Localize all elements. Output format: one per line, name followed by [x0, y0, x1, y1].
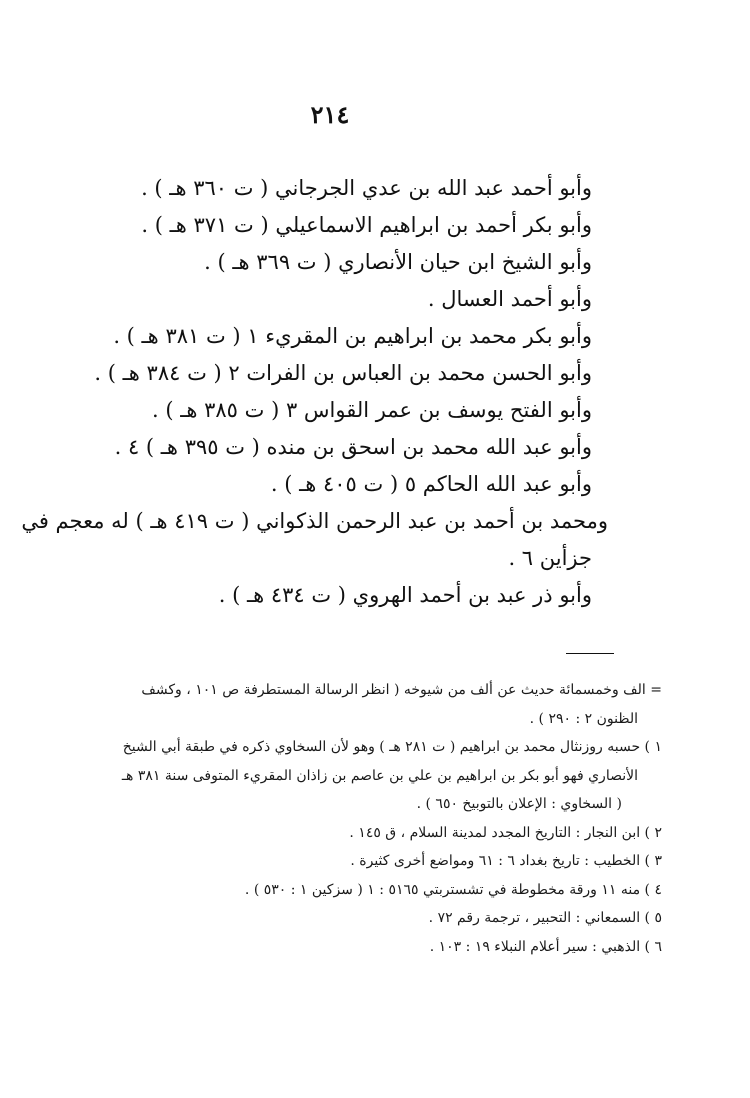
page-number: ٢١٤ [310, 100, 350, 129]
footnote-line-2: الظنون ٢ : ٢٩٠ ) . [529, 710, 638, 727]
main-line-9: وأبو عبد الله الحاكم ٥ ( ت ٤٠٥ هـ ) . [270, 472, 592, 496]
main-line-1: وأبو أحمد عبد الله بن عدي الجرجاني ( ت ٣٦٠ هـ ) . [141, 176, 592, 200]
main-line-3: وأبو الشيخ ابن حيان الأنصاري ( ت ٣٦٩ هـ ) . [204, 250, 592, 274]
main-line-7: وأبو الفتح يوسف بن عمر القواس ٣ ( ت ٣٨٥ هـ ) . [151, 398, 592, 422]
footnote-line-5: ( السخاوي : الإعلان بالتوبيخ ٦٥٠ ) . [416, 796, 622, 812]
main-line-10: ومحمد بن أحمد بن عبد الرحمن الذكواني ( ت ٤١٩ هـ ) له معجم في [21, 509, 608, 533]
footnotes [72, 676, 662, 961]
main-line-2: وأبو بكر أحمد بن ابراهيم الاسماعيلي ( ت ٣٧١ هـ ) . [141, 213, 592, 237]
main-line-6: وأبو الحسن محمد بن العباس بن الفرات ٢ ( ت ٣٨٤ هـ ) . [94, 361, 592, 385]
footnote-divider [566, 653, 614, 654]
main-text [21, 170, 608, 614]
footnote-line-7: ٣ ) الخطيب : تاريخ بغداد ٦ : ٦١ ومواضع أخرى كثيرة . [350, 853, 662, 869]
footnote-line-8: ٤ ) منه ١١ ورقة مخطوطة في تشستربتي ٥١٦٥ : ١ ( سزكين ١ : ٥٣٠ ) . [244, 881, 662, 898]
footnote-line-4: الأنصاري فهو أبو بكر بن ابراهيم بن علي بن عاصم بن زاذان المقريء المتوفى سنة ٣٨١ هـ [121, 767, 638, 784]
footnote-line-1: = الف وخمسمائة حديث عن ألف من شيوخه ( انظر الرسالة المستطرفة ص ١٠١ ، وكشف [141, 682, 662, 698]
footnote-line-3: ١ ) حسبه روزنثال محمد بن ابراهيم ( ت ٢٨١ هـ ) وهو لأن السخاوي ذكره في طبقة أبي الشيخ [122, 739, 662, 755]
main-line-8: وأبو عبد الله محمد بن اسحق بن منده ( ت ٣٩٥ هـ ) ٤ . [114, 435, 592, 459]
main-line-12: وأبو ذر عبد بن أحمد الهروي ( ت ٤٣٤ هـ ) . [218, 583, 592, 607]
main-line-11: جزأين ٦ . [508, 546, 592, 570]
main-line-4: وأبو أحمد العسال . [427, 287, 592, 311]
footnote-line-9: ٥ ) السمعاني : التحبير ، ترجمة رقم ٧٢ . [428, 910, 662, 926]
footnote-line-10: ٦ ) الذهبي : سير أعلام النبلاء ١٩ : ١٠٣ . [429, 938, 662, 955]
footnote-line-6: ٢ ) ابن النجار : التاريخ المجدد لمدينة السلام ، ق ١٤٥ . [349, 824, 662, 841]
main-line-5: وأبو بكر محمد بن ابراهيم بن المقريء ١ ( ت ٣٨١ هـ ) . [113, 324, 592, 348]
